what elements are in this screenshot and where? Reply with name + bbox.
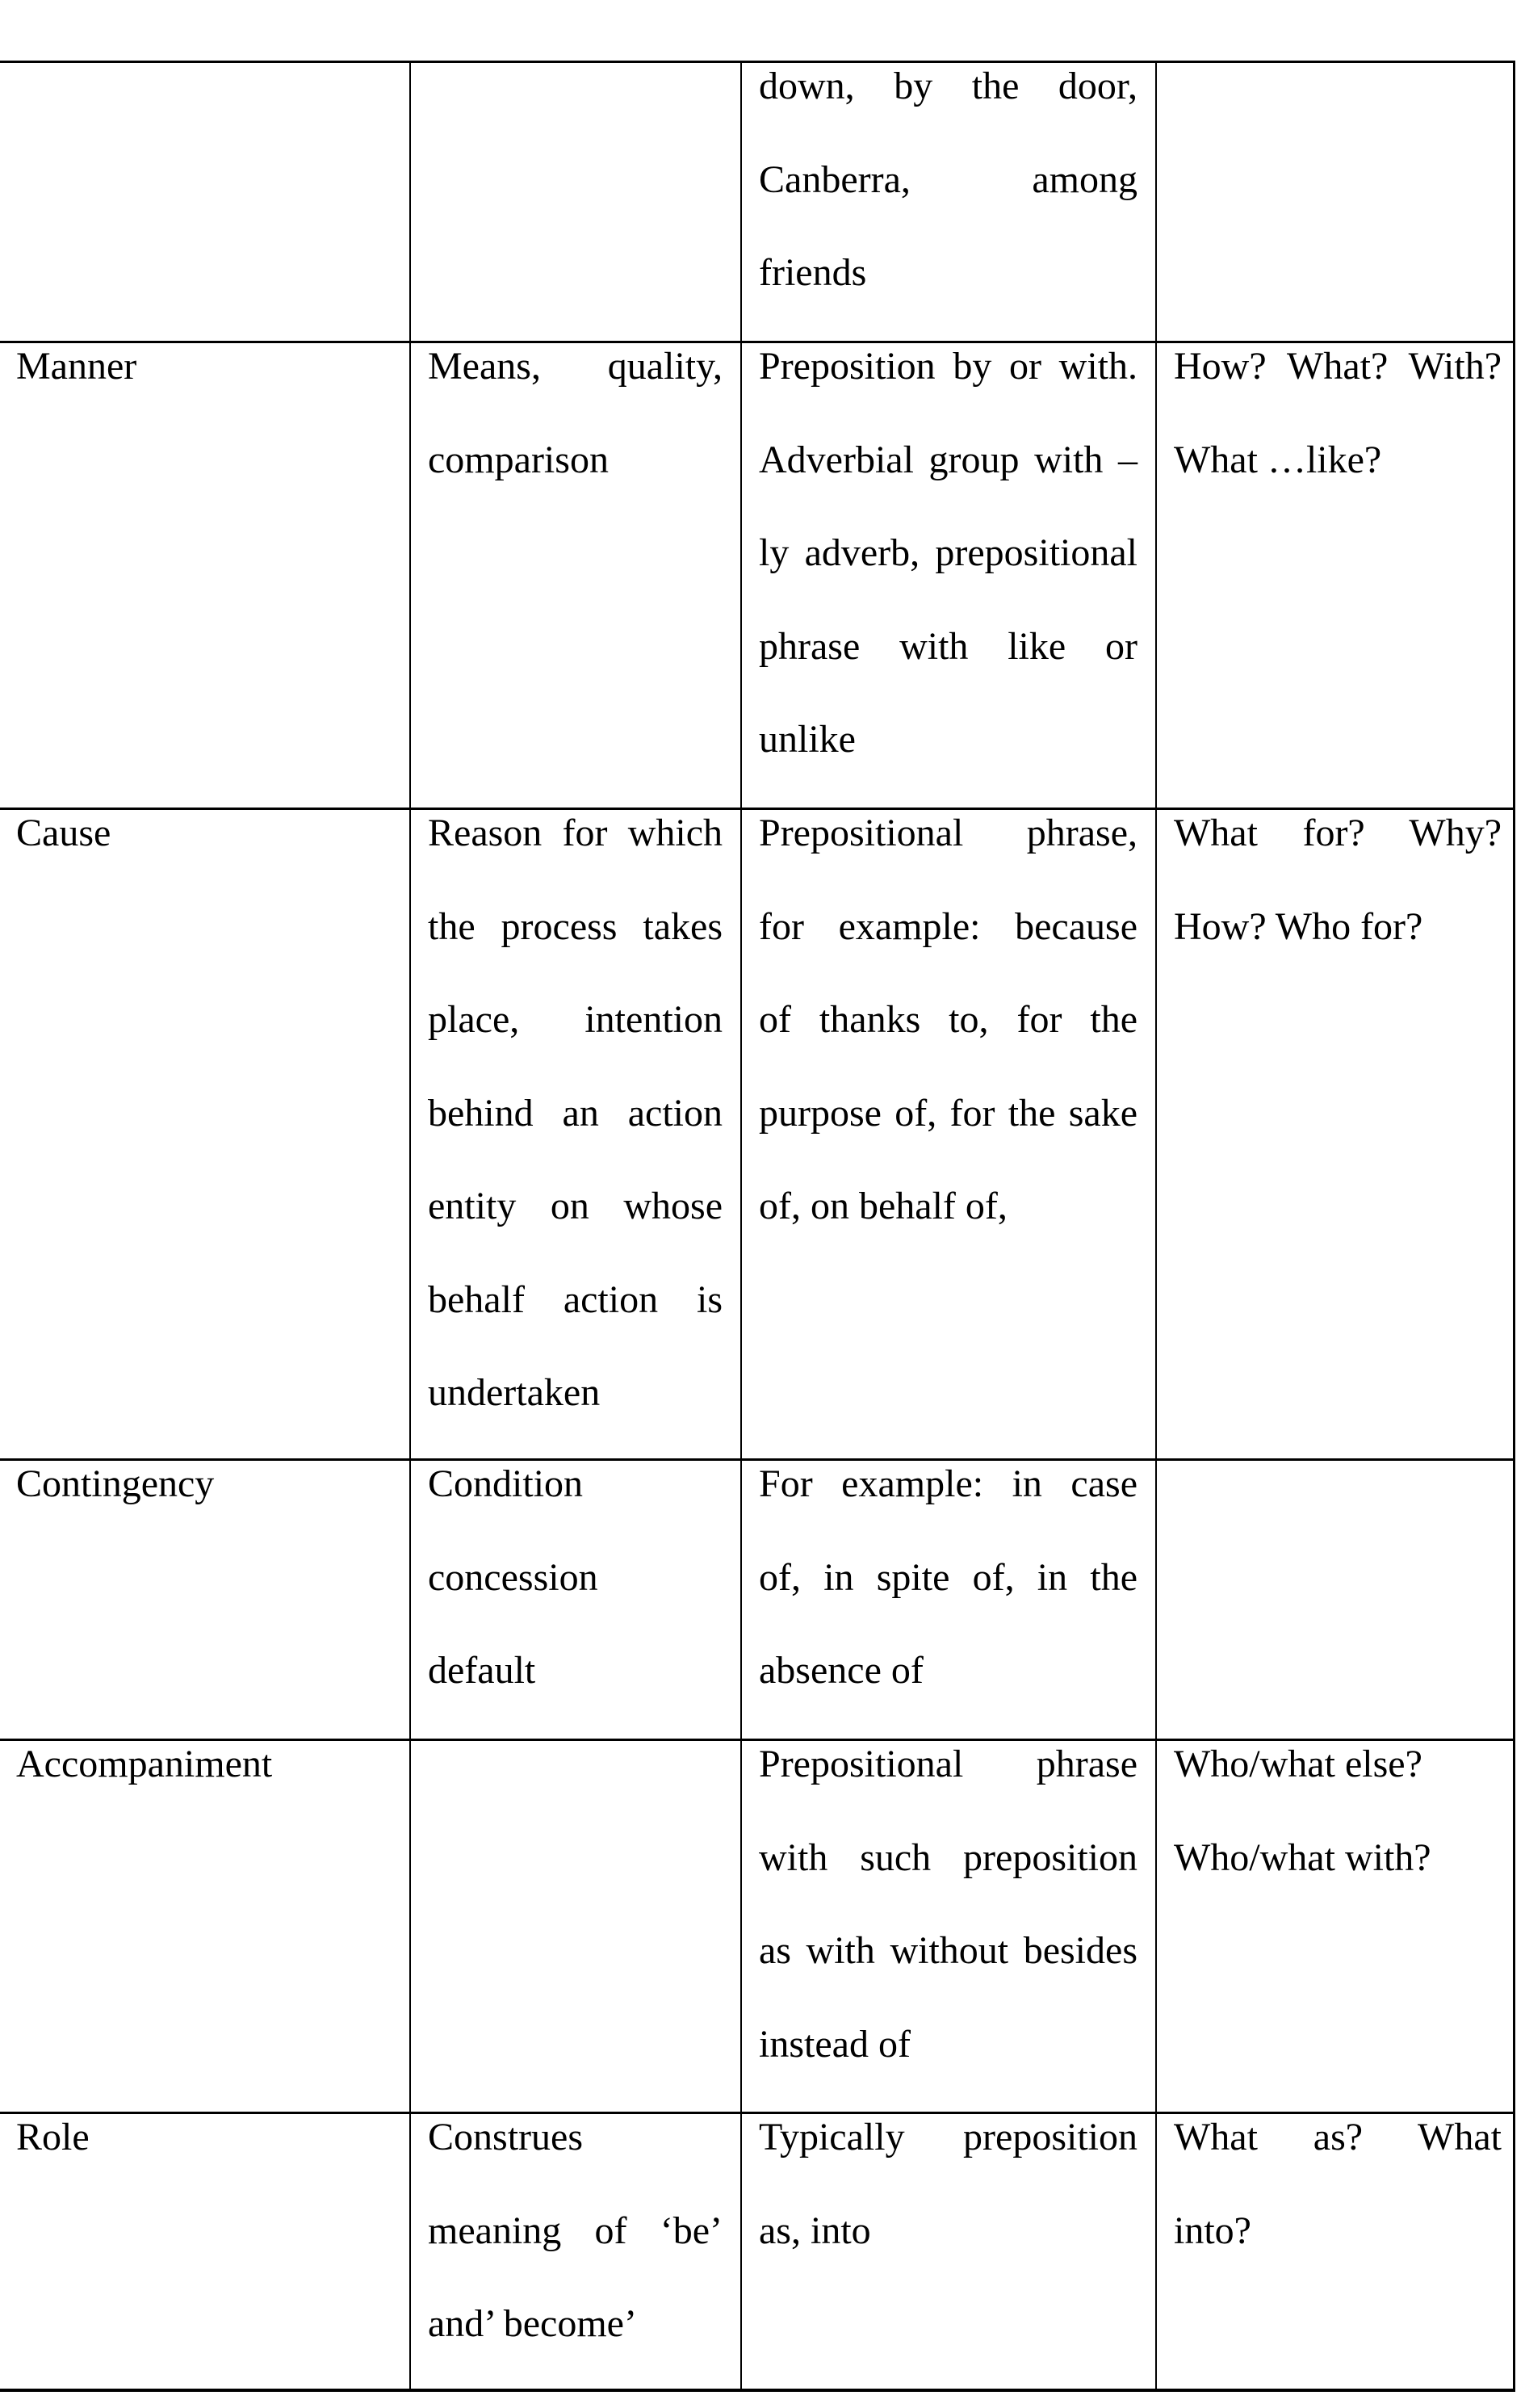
cell-text-line: place, intention: [428, 998, 723, 1041]
cell-text-line: Means, quality,: [428, 345, 723, 388]
table-cell-meaning: [409, 343, 740, 808]
cell-text-line: entity on whose: [428, 1185, 723, 1227]
table-cell-type: [0, 63, 409, 341]
table-cell-realisation: [740, 1461, 1155, 1739]
cell-text-line: What …like?: [1174, 438, 1382, 481]
cell-text-line: How? What? With?: [1174, 345, 1502, 388]
cell-text-line: comparison: [428, 438, 609, 481]
cell-text-line: concession: [428, 1555, 598, 1599]
cell-text-line: down, by the door,: [759, 65, 1137, 107]
cell-text-line: behind an action: [428, 1091, 723, 1135]
cell-text-line: Reason for which: [428, 812, 723, 854]
cell-text-line: Construes: [428, 2116, 583, 2158]
table-cell-realisation: [740, 343, 1155, 808]
table-cell-meaning: [409, 1741, 740, 2112]
cell-text-line: Typically preposition: [759, 2116, 1137, 2158]
cell-text-line: for example: because: [759, 904, 1137, 948]
cell-text-line: What as? What: [1174, 2116, 1502, 2158]
table-row: [0, 61, 1515, 341]
table-cell-meaning: [409, 2114, 740, 2389]
cell-text-line: meaning of ‘be’: [428, 2209, 723, 2252]
cell-text-line: Canberra, among: [759, 157, 1137, 201]
cell-text-line: Cause: [16, 812, 111, 854]
cell-text-line: ly adverb, prepositional: [759, 531, 1137, 574]
cell-text-line: friends: [759, 251, 867, 294]
cell-text-line: Role: [16, 2116, 90, 2158]
cell-text-line: Contingency: [16, 1462, 215, 1505]
cell-text-line: Condition: [428, 1462, 584, 1505]
circumstance-table: [0, 61, 1515, 2392]
cell-text-line: behalf action is: [428, 1277, 723, 1321]
cell-text-line: of, in spite of, in the: [759, 1555, 1137, 1599]
table-cell-probe: [1155, 810, 1515, 1458]
cell-text-line: Prepositional phrase: [759, 1743, 1137, 1785]
cell-text-line: Prepositional phrase,: [759, 812, 1137, 854]
table-cell-probe: [1155, 343, 1515, 808]
cell-text-line: Adverbial group with –: [759, 438, 1137, 481]
cell-text-line: as, into: [759, 2209, 871, 2252]
table-cell-meaning: [409, 63, 740, 341]
table-cell-type: [0, 343, 409, 808]
cell-text-line: and’ become’: [428, 2302, 637, 2345]
cell-text-line: undertaken: [428, 1371, 601, 1414]
cell-text-line: the process takes: [428, 904, 723, 948]
cell-text-line: absence of: [759, 1649, 924, 1692]
cell-text-line: of thanks to, for the: [759, 998, 1137, 1041]
cell-text-line: instead of: [759, 2022, 911, 2066]
cell-text-line: Preposition by or with.: [759, 345, 1137, 388]
cell-text-line: What for? Why?: [1174, 812, 1502, 854]
cell-text-line: unlike: [759, 718, 856, 761]
table-cell-meaning: [409, 810, 740, 1458]
cell-text-line: Who/what else?: [1174, 1743, 1422, 1785]
cell-text-line: of, on behalf of,: [759, 1185, 1008, 1227]
table-cell-realisation: [740, 1741, 1155, 2112]
table-cell-type: [0, 810, 409, 1458]
table-row: [0, 341, 1515, 808]
table-row: [0, 1458, 1515, 1739]
table-cell-probe: [1155, 63, 1515, 341]
cell-text-line: Who/what with?: [1174, 1835, 1431, 1879]
cell-text-line: phrase with like or: [759, 624, 1137, 668]
cell-text-line: as with without besides: [759, 1929, 1137, 1972]
table-cell-realisation: [740, 2114, 1155, 2389]
table-row: [0, 2112, 1515, 2392]
cell-text-line: purpose of, for the sake: [759, 1091, 1137, 1135]
table-cell-probe: [1155, 1461, 1515, 1739]
table-row: [0, 1739, 1515, 2112]
cell-text-line: with such preposition: [759, 1835, 1137, 1879]
cell-text-line: How? Who for?: [1174, 904, 1423, 948]
table-row: [0, 808, 1515, 1458]
table-cell-realisation: [740, 810, 1155, 1458]
cell-text-line: into?: [1174, 2209, 1251, 2252]
table-cell-probe: [1155, 1741, 1515, 2112]
table-cell-type: [0, 1741, 409, 2112]
table-cell-probe: [1155, 2114, 1515, 2389]
cell-text-line: Accompaniment: [16, 1743, 273, 1785]
table-cell-meaning: [409, 1461, 740, 1739]
table-cell-type: [0, 2114, 409, 2389]
table-cell-realisation: [740, 63, 1155, 341]
table-cell-type: [0, 1461, 409, 1739]
cell-text-line: Manner: [16, 345, 137, 388]
cell-text-line: default: [428, 1649, 536, 1692]
cell-text-line: For example: in case: [759, 1462, 1137, 1505]
